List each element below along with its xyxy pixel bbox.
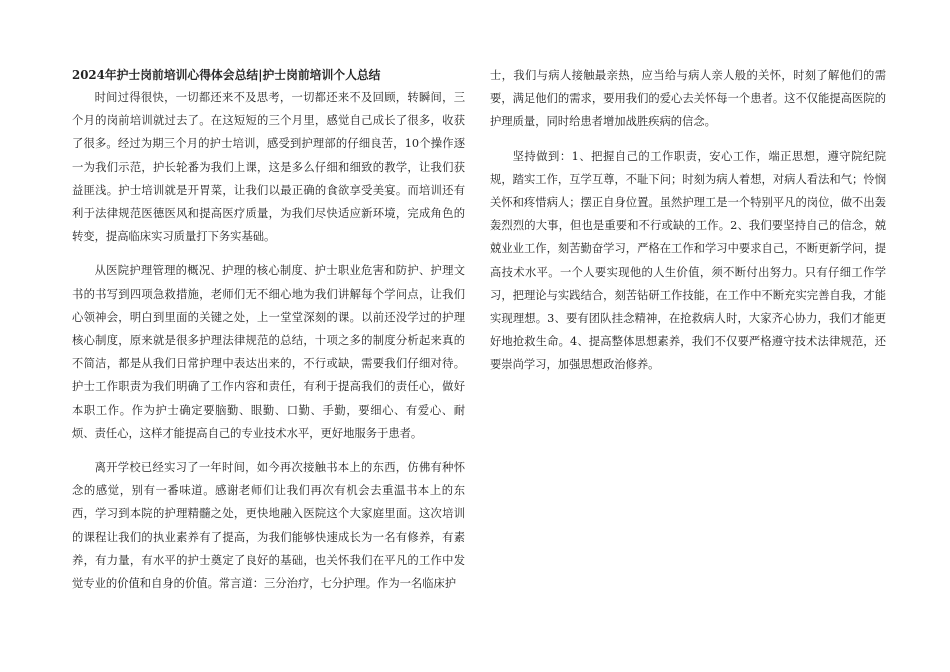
paragraph-1: 时间过得很快，一切都还来不及思考，一切都还来不及回顾，转瞬间，三个月的岗前培训就过去了。在这短短的三个月里，感觉自己成长了很多，收获了很多。经过为期三个月的护士培训，感受到护理部的仔细良苦，10个操作逐一为我们示范，护长轮番为我们上课，这是多么仔细和细致的教学，让我们获益匪浅。护士培训就是开胃菜，让我们以最正确的食欲享受美宴。而培训还有利于法律规范医德医风和提高医疗质量，为我们尽快适应新环境，完成角色的转变，提高临床实习质量打下务实基础。 xyxy=(72,91,465,244)
right-column xyxy=(490,64,886,377)
paragraph-2: 从医院护理管理的概况、护理的核心制度、护士职业危害和防护、护理文书的书写到四项急救措施，老师们无不细心地为我们讲解每个学问点，让我们心领神会，明白到里面的关键之处，上一堂堂深刻的课。以前还没学过的护理核心制度，原来就是很多护理法律规范的总结，十项之多的制度分析起来真的不简洁，都是从我们日常护理中表达出来的，不行或缺，需要我们仔细对待。护士工作职责为我们明确了工作内容和责任，有利于提高我们的责任心，做好本职工作。作为护士确定要脑勤、眼勤、口勤、手勤，要细心、有爱心、耐烦、责任心，这样才能提高自己的专业技术水平，更好地服务于患者。 xyxy=(72,264,465,440)
document-title: 2024年护士岗前培训心得体会总结|护士岗前培训个人总结 xyxy=(72,68,381,82)
paragraph-3-continued: 士，我们与病人接触最亲热，应当给与病人亲人般的关怀，时刻了解他们的需要，满足他们的需求，要用我们的爱心去关怀每一个患者。这不仅能提高医院的护理质量，同时给患者增加战胜疾病的信念。 xyxy=(490,69,886,129)
paragraph-3: 离开学校已经实习了一年时间，如今再次接触书本上的东西，仿佛有种怀念的感觉，别有一番味道。感谢老师们让我们再次有机会去重温书本上的东西，学习到本院的护理精髓之处，更快地融入医院这个大家庭里面。这次培训的课程让我们的执业素养有了提高，为我们能够快速成长为一名有修养，有素养，有力量，有水平的护士奠定了良好的基础，也关怀我们在平凡的工作中发觉专业的价值和自身的价值。常言道：三分治疗，七分护理。作为一名临床护 xyxy=(72,461,465,591)
paragraph-4: 坚持做到：1、把握自己的工作职责，安心工作，端正思想，遵守院纪院规，踏实工作，互学互尊，不耻下问；时刻为病人着想，对病人看法和气；怜悯关怀和疼惜病人；摆正自身位置。虽然护理工是一个特别平凡的岗位，做不出轰轰烈烈的大事，但也是重要和不行或缺的工作。2、我们要坚持自己的信念，兢兢业业工作，刻苦勤奋学习，严格在工作和学习中要求自己，不断更新学问，提高技术水平。一个人要实现他的人生价值，须不断付出努力。只有仔细工作学习，把理论与实践结合，刻苦钻研工作技能，在工作中不断充实完善自我，才能实现理想。3、要有团队挂念精神，在抢救病人时，大家齐心协力，我们才能更好地抢救生命。4、提高整体思想素养，我们不仅要严格遵守技术法律规范，还要崇尚学习，加强思想政治修养。 xyxy=(490,149,886,372)
left-column xyxy=(72,64,465,595)
